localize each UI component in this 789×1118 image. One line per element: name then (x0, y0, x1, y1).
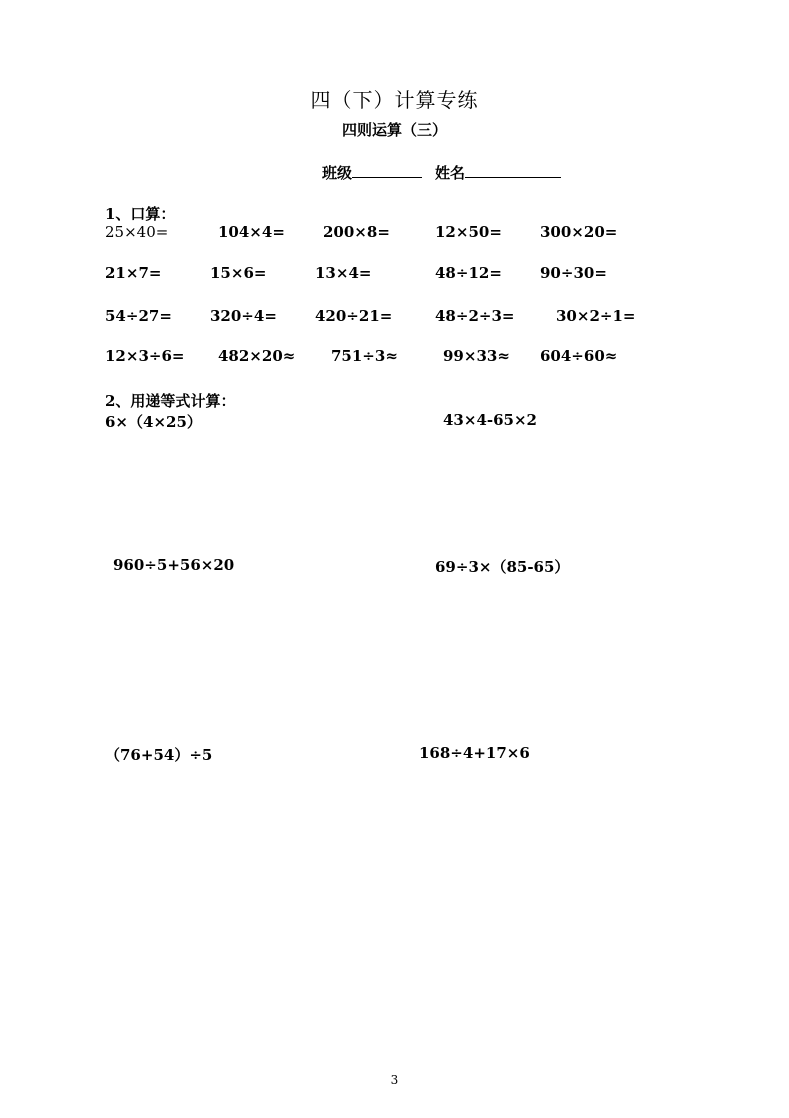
name-blank[interactable] (465, 161, 561, 178)
class-field (322, 161, 422, 183)
section-2-heading: 2、用递等式计算： (105, 392, 236, 410)
oral-problem: 30×2÷1= (556, 307, 636, 325)
oral-problem: 200×8= (323, 223, 390, 241)
step-problem: 6×（4×25） (105, 413, 202, 431)
oral-problem: 25×40= (105, 223, 169, 241)
class-label: 班级 (322, 164, 353, 182)
oral-problem: 12×50= (435, 223, 502, 241)
oral-problem: 320÷4= (210, 307, 277, 325)
oral-problem: 104×4= (218, 223, 285, 241)
step-problem: 168÷4+17×6 (419, 744, 530, 762)
oral-problem: 751÷3≈ (331, 347, 398, 365)
step-problem: （76+54）÷5 (105, 746, 213, 764)
name-label: 姓名 (435, 164, 466, 182)
step-problem: 960÷5+56×20 (113, 556, 235, 574)
step-problem: 69÷3×（85-65） (435, 558, 570, 576)
oral-problem: 90÷30= (540, 264, 607, 282)
oral-problem: 13×4= (315, 264, 372, 282)
oral-problem: 99×33≈ (443, 347, 510, 365)
page-title: 四（下）计算专练 (310, 88, 479, 112)
oral-problem: 21×7= (105, 264, 162, 282)
oral-problem: 12×3÷6= (105, 347, 185, 365)
oral-problem: 15×6= (210, 264, 267, 282)
oral-problem: 48÷2÷3= (435, 307, 515, 325)
name-field (435, 161, 561, 183)
step-problem: 43×4-65×2 (443, 411, 537, 429)
oral-problem: 482×20≈ (218, 347, 296, 365)
section-1-heading: 1、口算： (105, 205, 176, 223)
page-number: 3 (390, 1073, 399, 1087)
page-subtitle: 四则运算（三） (341, 121, 447, 139)
oral-problem: 420÷21= (315, 307, 393, 325)
class-blank[interactable] (352, 161, 422, 178)
oral-problem: 54÷27= (105, 307, 172, 325)
oral-problem: 300×20= (540, 223, 618, 241)
oral-problem: 604÷60≈ (540, 347, 618, 365)
oral-problem: 48÷12= (435, 264, 502, 282)
